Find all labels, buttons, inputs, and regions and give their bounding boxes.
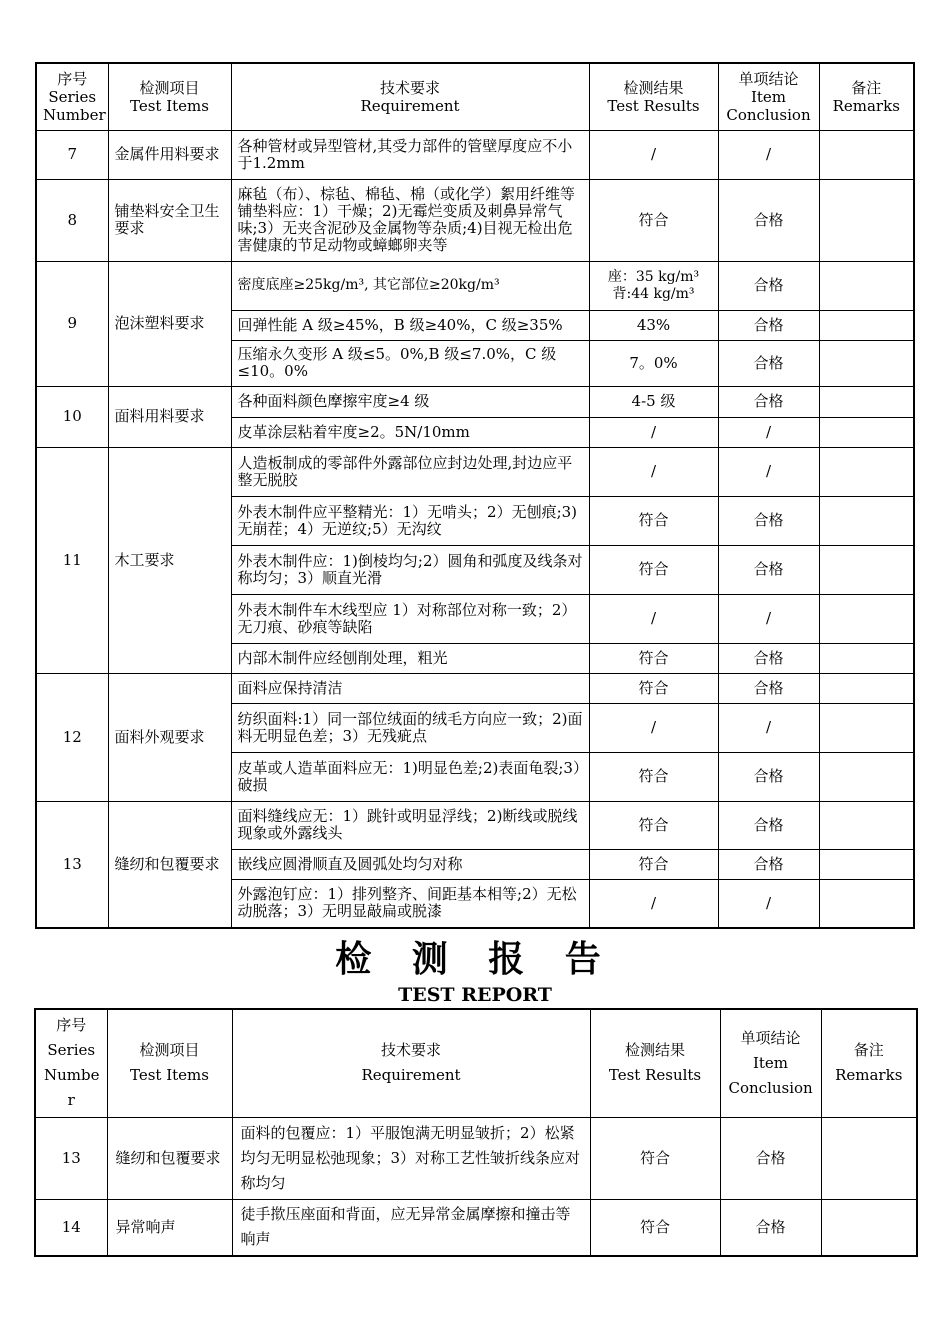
remarks-cell: [819, 673, 914, 703]
table-row: [36, 179, 914, 261]
table-row: [36, 673, 914, 703]
remarks-cell: [819, 879, 914, 928]
row-number: 13: [36, 801, 108, 928]
requirement: 嵌线应圆滑顺直及圆弧处均匀对称: [231, 849, 589, 879]
test-result: 4-5 级: [589, 386, 718, 417]
conclusion: 合格: [718, 752, 819, 801]
requirement: 各种管材或异型管材,其受力部件的管壁厚度应不小于1.2mm: [231, 130, 589, 179]
test-result: 符合: [589, 496, 718, 545]
test-result: 符合: [589, 179, 718, 261]
table-row: [36, 447, 914, 496]
conclusion: /: [718, 447, 819, 496]
header-test-items: 检测项目 Test Items: [108, 63, 231, 130]
test-item: 异常响声: [107, 1199, 232, 1256]
header-item-conclusion: 单项结论 Item Conclusion: [718, 63, 819, 130]
conclusion: 合格: [718, 261, 819, 310]
row-number: 8: [36, 179, 108, 261]
remarks-cell: [819, 703, 914, 752]
requirement: 面料缝线应无：1）跳针或明显浮线；2)断线或脱线现象或外露线头: [231, 801, 589, 849]
header-requirement: 技术要求 Requirement: [232, 1009, 590, 1117]
requirement: 面料应保持清洁: [231, 673, 589, 703]
requirement: 皮革涂层粘着牢度≥2。5N/10mm: [231, 417, 589, 447]
test-result: /: [589, 703, 718, 752]
test-result: /: [589, 447, 718, 496]
test-result: 符合: [590, 1199, 720, 1256]
conclusion: 合格: [718, 673, 819, 703]
conclusion: /: [718, 703, 819, 752]
test-result: /: [589, 130, 718, 179]
header-remarks: 备注 Remarks: [821, 1009, 917, 1117]
test-item: 金属件用料要求: [108, 130, 231, 179]
header-test-results: 检测结果 Test Results: [590, 1009, 720, 1117]
requirement: 皮革或人造革面料应无：1)明显色差;2)表面龟裂;3）破损: [231, 752, 589, 801]
requirement: 回弹性能 A 级≥45%，B 级≥40%，C 级≥35%: [231, 310, 589, 340]
row-number: 13: [35, 1117, 107, 1199]
requirement: 内部木制件应经刨削处理，粗光: [231, 643, 589, 673]
conclusion: 合格: [720, 1117, 821, 1199]
requirement: 各种面料颜色摩擦牢度≥4 级: [231, 386, 589, 417]
remarks-cell: [819, 179, 914, 261]
row-number: 12: [36, 673, 108, 801]
remarks-cell: [819, 386, 914, 417]
remarks-cell: [819, 849, 914, 879]
remarks-cell: [819, 752, 914, 801]
test-item: 铺垫料安全卫生要求: [108, 179, 231, 261]
conclusion: 合格: [720, 1199, 821, 1256]
requirement: 外表木制件车木线型应 1）对称部位对称一致；2）无刀痕、砂痕等缺陷: [231, 594, 589, 643]
report-subtitle: TEST REPORT: [398, 984, 552, 1006]
table-row: [36, 801, 914, 849]
test-result: 7。0%: [589, 340, 718, 386]
test-report-table-2: [34, 1008, 918, 1257]
row-number: 11: [36, 447, 108, 673]
test-item: 木工要求: [108, 447, 231, 673]
requirement: 外表木制件应：1)倒棱均匀;2）圆角和弧度及线条对称均匀；3）顺直光滑: [231, 545, 589, 594]
table-row: [36, 261, 914, 310]
conclusion: 合格: [718, 545, 819, 594]
header-series: 序号 Series Number: [36, 63, 108, 130]
test-result: 座：35 kg/m³ 背:44 kg/m³: [589, 261, 718, 310]
table-row: [36, 130, 914, 179]
conclusion: 合格: [718, 849, 819, 879]
conclusion: /: [718, 417, 819, 447]
test-result: 符合: [589, 801, 718, 849]
conclusion: 合格: [718, 496, 819, 545]
requirement: 徒手揿压座面和背面，应无异常金属摩擦和撞击等响声: [232, 1199, 590, 1256]
test-item: 泡沫塑料要求: [108, 261, 231, 386]
header-test-results: 检测结果 Test Results: [589, 63, 718, 130]
header-test-items: 检测项目 Test Items: [107, 1009, 232, 1117]
remarks-cell: [819, 801, 914, 849]
requirement: 密度底座≥25kg/m³, 其它部位≥20kg/m³: [231, 261, 589, 310]
test-item: 面料外观要求: [108, 673, 231, 801]
requirement: 面料的包覆应：1）平服饱满无明显皱折；2）松紧均匀无明显松弛现象；3）对称工艺性皱折线条应对称均匀: [232, 1117, 590, 1199]
test-report-table-1: [35, 62, 915, 929]
test-result: 符合: [589, 545, 718, 594]
header-series: 序号 Series Numbe r: [35, 1009, 107, 1117]
test-item: 面料用料要求: [108, 386, 231, 447]
requirement: 纺织面料:1）同一部位绒面的绒毛方向应一致；2)面料无明显色差；3）无残疵点: [231, 703, 589, 752]
remarks-cell: [819, 261, 914, 310]
remarks-cell: [819, 594, 914, 643]
requirement: 压缩永久变形 A 级≤5。0%,B 级≤7.0%，C 级≤10。0%: [231, 340, 589, 386]
header-requirement: 技术要求 Requirement: [231, 63, 589, 130]
remarks-cell: [819, 340, 914, 386]
test-result: 符合: [589, 643, 718, 673]
table-row: [35, 1199, 917, 1256]
requirement: 麻毡（布）、棕毡、棉毡、棉（或化学）絮用纤维等铺垫料应：1）干燥；2)无霉烂变质及刺鼻异常气味;3）无夹含泥砂及金属物等杂质;4)目视无检出危害健康的节足动物或蟑螂卵夹等: [231, 179, 589, 261]
test-result: 符合: [589, 849, 718, 879]
conclusion: /: [718, 594, 819, 643]
remarks-cell: [819, 417, 914, 447]
test-result: 43%: [589, 310, 718, 340]
report-title: 检 测 报 告: [335, 938, 615, 980]
remarks-cell: [819, 545, 914, 594]
conclusion: /: [718, 879, 819, 928]
test-result: /: [589, 417, 718, 447]
row-number: 9: [36, 261, 108, 386]
header-remarks: 备注 Remarks: [819, 63, 914, 130]
remarks-cell: [819, 496, 914, 545]
remarks-cell: [819, 643, 914, 673]
remarks-cell: [819, 447, 914, 496]
table-header-row: [35, 1009, 917, 1117]
conclusion: 合格: [718, 179, 819, 261]
conclusion: 合格: [718, 386, 819, 417]
conclusion: 合格: [718, 643, 819, 673]
requirement: 人造板制成的零部件外露部位应封边处理,封边应平整无脱胶: [231, 447, 589, 496]
table-row: [35, 1117, 917, 1199]
row-number: 10: [36, 386, 108, 447]
test-result: 符合: [590, 1117, 720, 1199]
requirement: 外露泡钉应：1）排列整齐、间距基本相等;2）无松动脱落；3）无明显敲扁或脱漆: [231, 879, 589, 928]
row-number: 7: [36, 130, 108, 179]
test-result: /: [589, 594, 718, 643]
conclusion: 合格: [718, 310, 819, 340]
test-result: /: [589, 879, 718, 928]
row-number: 14: [35, 1199, 107, 1256]
test-result: 符合: [589, 673, 718, 703]
remarks-cell: [821, 1199, 917, 1256]
remarks-cell: [821, 1117, 917, 1199]
conclusion: /: [718, 130, 819, 179]
conclusion: 合格: [718, 340, 819, 386]
remarks-cell: [819, 310, 914, 340]
table-header-row: [36, 63, 914, 130]
requirement: 外表木制件应平整精光：1）无啃头；2）无刨痕;3)无崩茬；4）无逆纹;5）无沟纹: [231, 496, 589, 545]
conclusion: 合格: [718, 801, 819, 849]
remarks-cell: [819, 130, 914, 179]
table-row: [36, 386, 914, 417]
test-result: 符合: [589, 752, 718, 801]
header-item-conclusion: 单项结论 Item Conclusion: [720, 1009, 821, 1117]
test-item: 缝纫和包覆要求: [107, 1117, 232, 1199]
test-item: 缝纫和包覆要求: [108, 801, 231, 928]
